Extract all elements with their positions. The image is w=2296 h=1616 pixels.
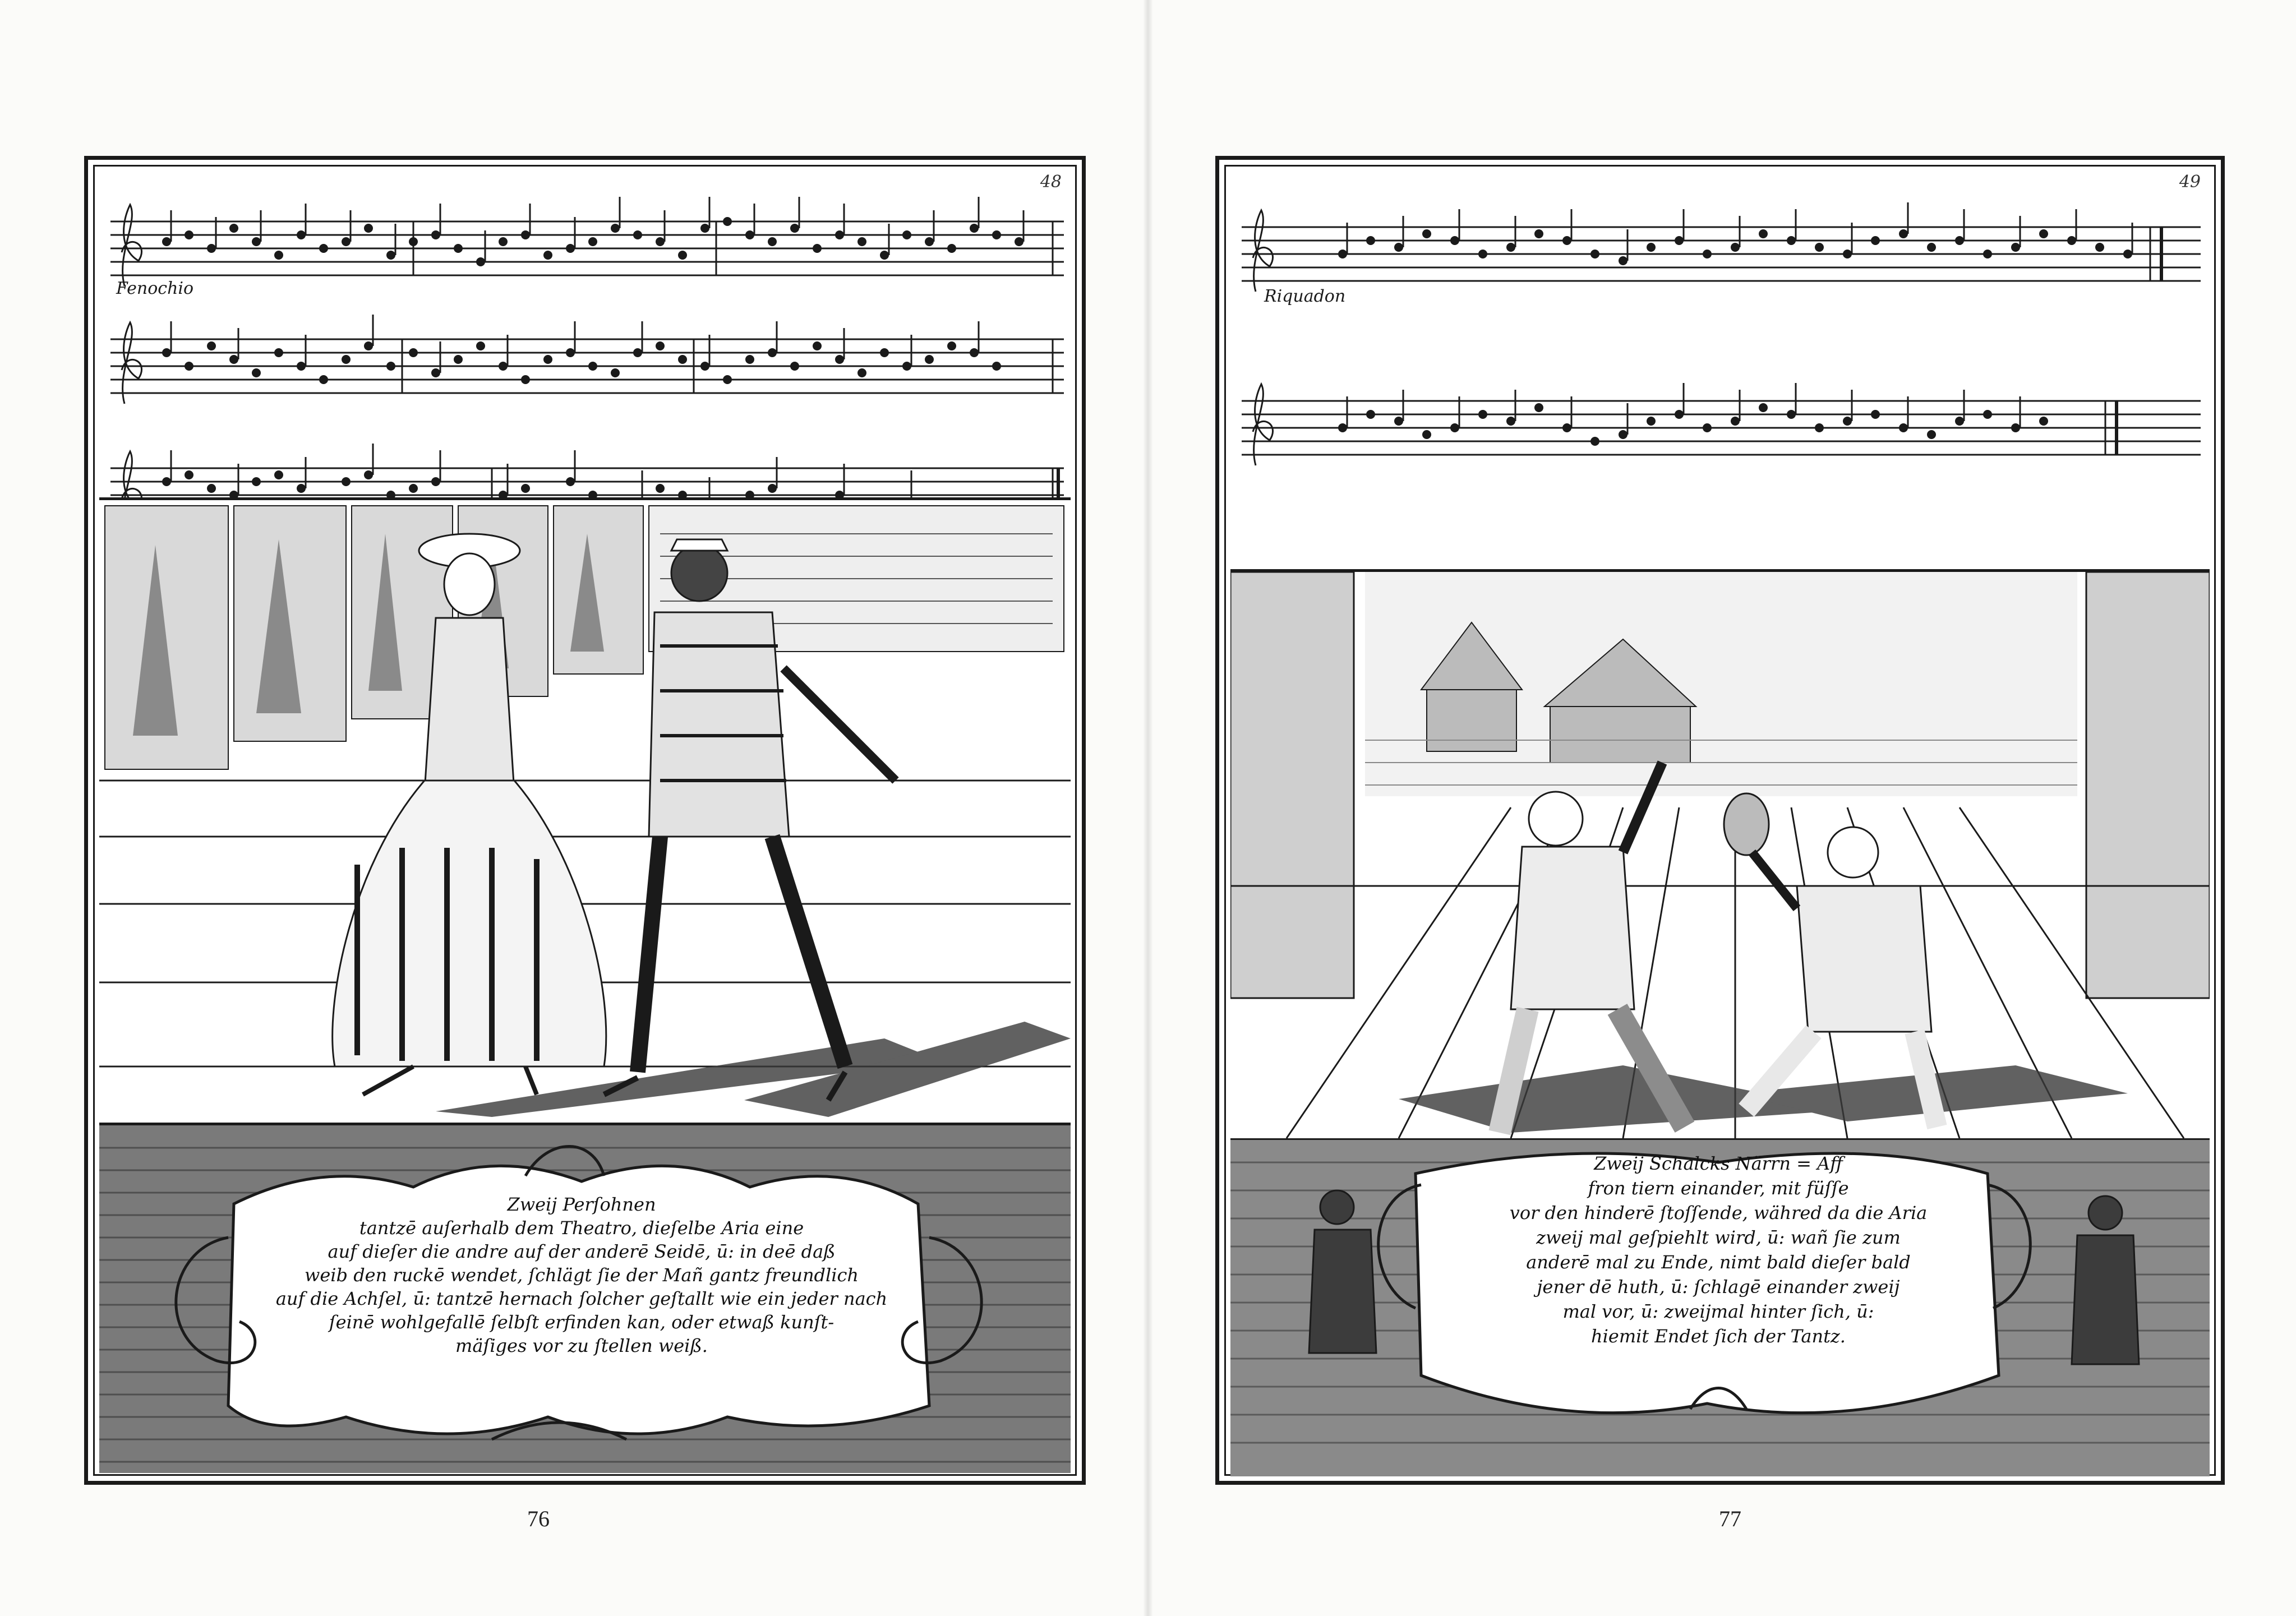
left-tune-name: Fenochio [116, 279, 194, 298]
left-folio: 76 [527, 1506, 550, 1531]
right-caption-line: anderē mal zu Ende, nimt bald dieſer bald [1526, 1252, 1911, 1273]
right-plate-number: 49 [2179, 172, 2201, 192]
right-folio: 77 [1719, 1506, 1741, 1531]
right-caption-line: jener dē huth, ū: ſchlagē einander zweij [1537, 1276, 1900, 1298]
right-engraving-scene [1230, 569, 2210, 1141]
left-caption-line: tantzē auſerhalb dem Theatro, dieſelbe Aria eine [359, 1217, 804, 1239]
right-music-score [1230, 188, 2210, 569]
right-notes [1338, 229, 2132, 446]
right-page [1148, 0, 2296, 1616]
left-engraving-scene [99, 497, 1071, 1125]
right-staff-lines [1230, 188, 2209, 569]
left-plate [84, 156, 1086, 1485]
right-caption-line: fron tiern einander, mit füſſe [1588, 1178, 1849, 1199]
left-plate-number: 48 [1040, 172, 1062, 192]
right-caption-line: Zweij Schalcks Närrn = Aff [1594, 1153, 1843, 1174]
left-scene-drawing [99, 500, 1071, 1123]
left-caption-line: auf die Achſel, ū: tantzē hernach ſolcher geſtallt wie ein jeder nach [275, 1288, 888, 1309]
right-scene-drawing [1230, 572, 2210, 1138]
left-cartouche-area [99, 1125, 1071, 1473]
left-caption-line: mäſiges vor zu ſtellen weiß. [455, 1335, 708, 1356]
left-caption-line: ſeinē wohlgefallē ſelbſt erfinden kan, oder etwaß kunſt- [329, 1312, 835, 1333]
right-tune-name: Riquadon [1264, 287, 1346, 306]
left-caption-line: Zweij Perſohnen [507, 1194, 656, 1215]
left-caption-line: auf dieſer die andre auf der anderē Seidē, ū: in deē daß [328, 1241, 836, 1262]
left-caption-line: weib den ruckē wendet, ſchlägt ſie der Mañ gantz freundlich [304, 1264, 859, 1286]
right-caption-line: hiemit Endet ſich der Tantz. [1591, 1326, 1846, 1347]
right-caption [1466, 1151, 1971, 1349]
left-caption [268, 1193, 896, 1358]
right-caption-line: mal vor, ū: zweijmal hinter ſich, ū: [1562, 1301, 1874, 1322]
right-caption-line: zweij mal geſpiehlt wird, ū: wañ ſie zum [1536, 1227, 1901, 1248]
right-plate [1215, 156, 2225, 1485]
right-caption-line: vor den hinderē ſtoſſende, währed da die Aria [1509, 1202, 1928, 1223]
right-cartouche-area [1230, 1140, 2210, 1476]
